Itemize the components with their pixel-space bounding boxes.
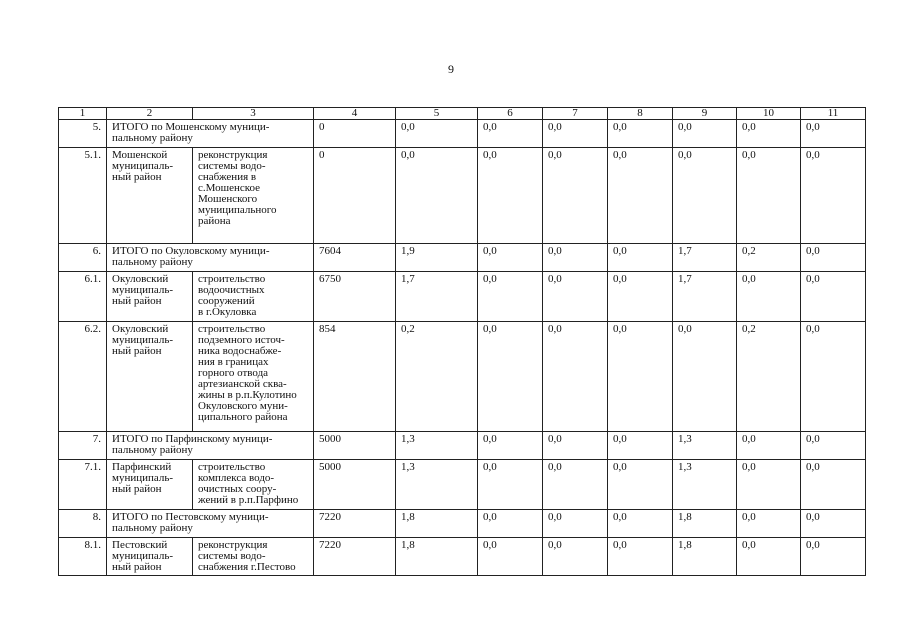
value-cell: 0,0 xyxy=(801,510,866,538)
header-cell: 10 xyxy=(737,108,801,120)
value-cell: 0,0 xyxy=(543,322,608,432)
total-label-cell: ИТОГО по Мошенскому муници- пальному району xyxy=(107,120,314,148)
value-cell: 1,3 xyxy=(673,460,737,510)
total-label-cell: ИТОГО по Пестовскому муници- пальному району xyxy=(107,510,314,538)
value-cell: 5000 xyxy=(314,460,396,510)
value-cell: 1,7 xyxy=(396,272,478,322)
value-cell: 0,0 xyxy=(801,148,866,244)
header-cell: 1 xyxy=(59,108,107,120)
project-cell: строительство подземного источ- ника водоснабже- ния в границах горного отвода артезианской сква- жины в р.п.Кулотино Окуловского муни- ципального района xyxy=(193,322,314,432)
value-cell: 0,0 xyxy=(608,322,673,432)
value-cell: 0,0 xyxy=(478,538,543,576)
table-body xyxy=(59,108,866,576)
value-cell: 0,2 xyxy=(737,322,801,432)
value-cell: 1,9 xyxy=(396,244,478,272)
header-cell: 3 xyxy=(193,108,314,120)
value-cell: 0,0 xyxy=(608,272,673,322)
value-cell: 1,8 xyxy=(396,510,478,538)
funding-table xyxy=(58,107,866,576)
value-cell: 1,3 xyxy=(396,460,478,510)
value-cell: 0,0 xyxy=(608,432,673,460)
value-cell: 1,8 xyxy=(673,510,737,538)
value-cell: 0,0 xyxy=(737,120,801,148)
value-cell: 0,0 xyxy=(673,322,737,432)
value-cell: 0,0 xyxy=(543,432,608,460)
row-number-cell: 7. xyxy=(59,432,107,460)
header-row xyxy=(59,108,866,120)
value-cell: 0,0 xyxy=(801,322,866,432)
value-cell: 0,0 xyxy=(737,538,801,576)
row-number-cell: 8. xyxy=(59,510,107,538)
header-cell: 8 xyxy=(608,108,673,120)
header-cell: 2 xyxy=(107,108,193,120)
district-cell: Окуловский муниципаль- ный район xyxy=(107,272,193,322)
header-cell: 9 xyxy=(673,108,737,120)
value-cell: 0,0 xyxy=(801,272,866,322)
district-cell: Парфинский муниципаль- ный район xyxy=(107,460,193,510)
project-cell: реконструкция системы водо- снабжения в с.Мошенское Мошенского муниципального района xyxy=(193,148,314,244)
value-cell: 0,0 xyxy=(608,120,673,148)
value-cell: 0,0 xyxy=(478,510,543,538)
value-cell: 0,0 xyxy=(478,460,543,510)
total-row xyxy=(59,244,866,272)
value-cell: 0 xyxy=(314,148,396,244)
value-cell: 5000 xyxy=(314,432,396,460)
value-cell: 0,2 xyxy=(737,244,801,272)
value-cell: 0,0 xyxy=(478,244,543,272)
project-cell: строительство комплекса водо- очистных соору- жений в р.п.Парфино xyxy=(193,460,314,510)
value-cell: 0,0 xyxy=(737,432,801,460)
value-cell: 0,0 xyxy=(737,272,801,322)
value-cell: 1,3 xyxy=(396,432,478,460)
value-cell: 0,0 xyxy=(608,538,673,576)
value-cell: 0,0 xyxy=(478,120,543,148)
project-cell: реконструкция системы водо- снабжения г.Пестово xyxy=(193,538,314,576)
header-cell: 4 xyxy=(314,108,396,120)
header-cell: 7 xyxy=(543,108,608,120)
value-cell: 0,0 xyxy=(608,244,673,272)
value-cell: 6750 xyxy=(314,272,396,322)
value-cell: 1,7 xyxy=(673,272,737,322)
value-cell: 0,0 xyxy=(543,148,608,244)
header-cell: 6 xyxy=(478,108,543,120)
total-label-cell: ИТОГО по Окуловскому муници- пальному району xyxy=(107,244,314,272)
value-cell: 0,0 xyxy=(478,432,543,460)
value-cell: 0,0 xyxy=(543,272,608,322)
total-row xyxy=(59,120,866,148)
value-cell: 0,0 xyxy=(543,460,608,510)
value-cell: 1,8 xyxy=(673,538,737,576)
total-row xyxy=(59,510,866,538)
value-cell: 854 xyxy=(314,322,396,432)
value-cell: 0,0 xyxy=(673,120,737,148)
row-number-cell: 6.1. xyxy=(59,272,107,322)
value-cell: 0,0 xyxy=(543,538,608,576)
table-row xyxy=(59,148,866,244)
header-cell: 5 xyxy=(396,108,478,120)
value-cell: 1,8 xyxy=(396,538,478,576)
value-cell: 0,0 xyxy=(801,538,866,576)
value-cell: 0,0 xyxy=(801,244,866,272)
district-cell: Пестовский муниципаль- ный район xyxy=(107,538,193,576)
value-cell: 7220 xyxy=(314,538,396,576)
value-cell: 0,0 xyxy=(801,460,866,510)
value-cell: 0,0 xyxy=(737,460,801,510)
value-cell: 0,0 xyxy=(543,244,608,272)
row-number-cell: 6. xyxy=(59,244,107,272)
value-cell: 0,0 xyxy=(478,272,543,322)
value-cell: 0,0 xyxy=(608,510,673,538)
value-cell: 7604 xyxy=(314,244,396,272)
total-label-cell: ИТОГО по Парфинскому муници- пальному району xyxy=(107,432,314,460)
value-cell: 0,0 xyxy=(801,432,866,460)
table-row xyxy=(59,460,866,510)
table-row xyxy=(59,322,866,432)
value-cell: 0,2 xyxy=(396,322,478,432)
value-cell: 0,0 xyxy=(673,148,737,244)
value-cell: 7220 xyxy=(314,510,396,538)
value-cell: 0,0 xyxy=(543,120,608,148)
value-cell: 1,7 xyxy=(673,244,737,272)
value-cell: 0,0 xyxy=(478,148,543,244)
value-cell: 0,0 xyxy=(543,510,608,538)
value-cell: 0,0 xyxy=(737,148,801,244)
table-row xyxy=(59,538,866,576)
value-cell: 0,0 xyxy=(396,148,478,244)
value-cell: 1,3 xyxy=(673,432,737,460)
value-cell: 0,0 xyxy=(478,322,543,432)
district-cell: Окуловский муниципаль- ный район xyxy=(107,322,193,432)
table-row xyxy=(59,272,866,322)
row-number-cell: 6.2. xyxy=(59,322,107,432)
page-number: 9 xyxy=(448,62,454,76)
district-cell: Мошенской муниципаль- ный район xyxy=(107,148,193,244)
value-cell: 0,0 xyxy=(737,510,801,538)
row-number-cell: 8.1. xyxy=(59,538,107,576)
value-cell: 0 xyxy=(314,120,396,148)
project-cell: строительство водоочистных сооружений в г.Окуловка xyxy=(193,272,314,322)
value-cell: 0,0 xyxy=(801,120,866,148)
row-number-cell: 5. xyxy=(59,120,107,148)
value-cell: 0,0 xyxy=(608,460,673,510)
row-number-cell: 5.1. xyxy=(59,148,107,244)
value-cell: 0,0 xyxy=(396,120,478,148)
header-cell: 11 xyxy=(801,108,866,120)
row-number-cell: 7.1. xyxy=(59,460,107,510)
value-cell: 0,0 xyxy=(608,148,673,244)
total-row xyxy=(59,432,866,460)
